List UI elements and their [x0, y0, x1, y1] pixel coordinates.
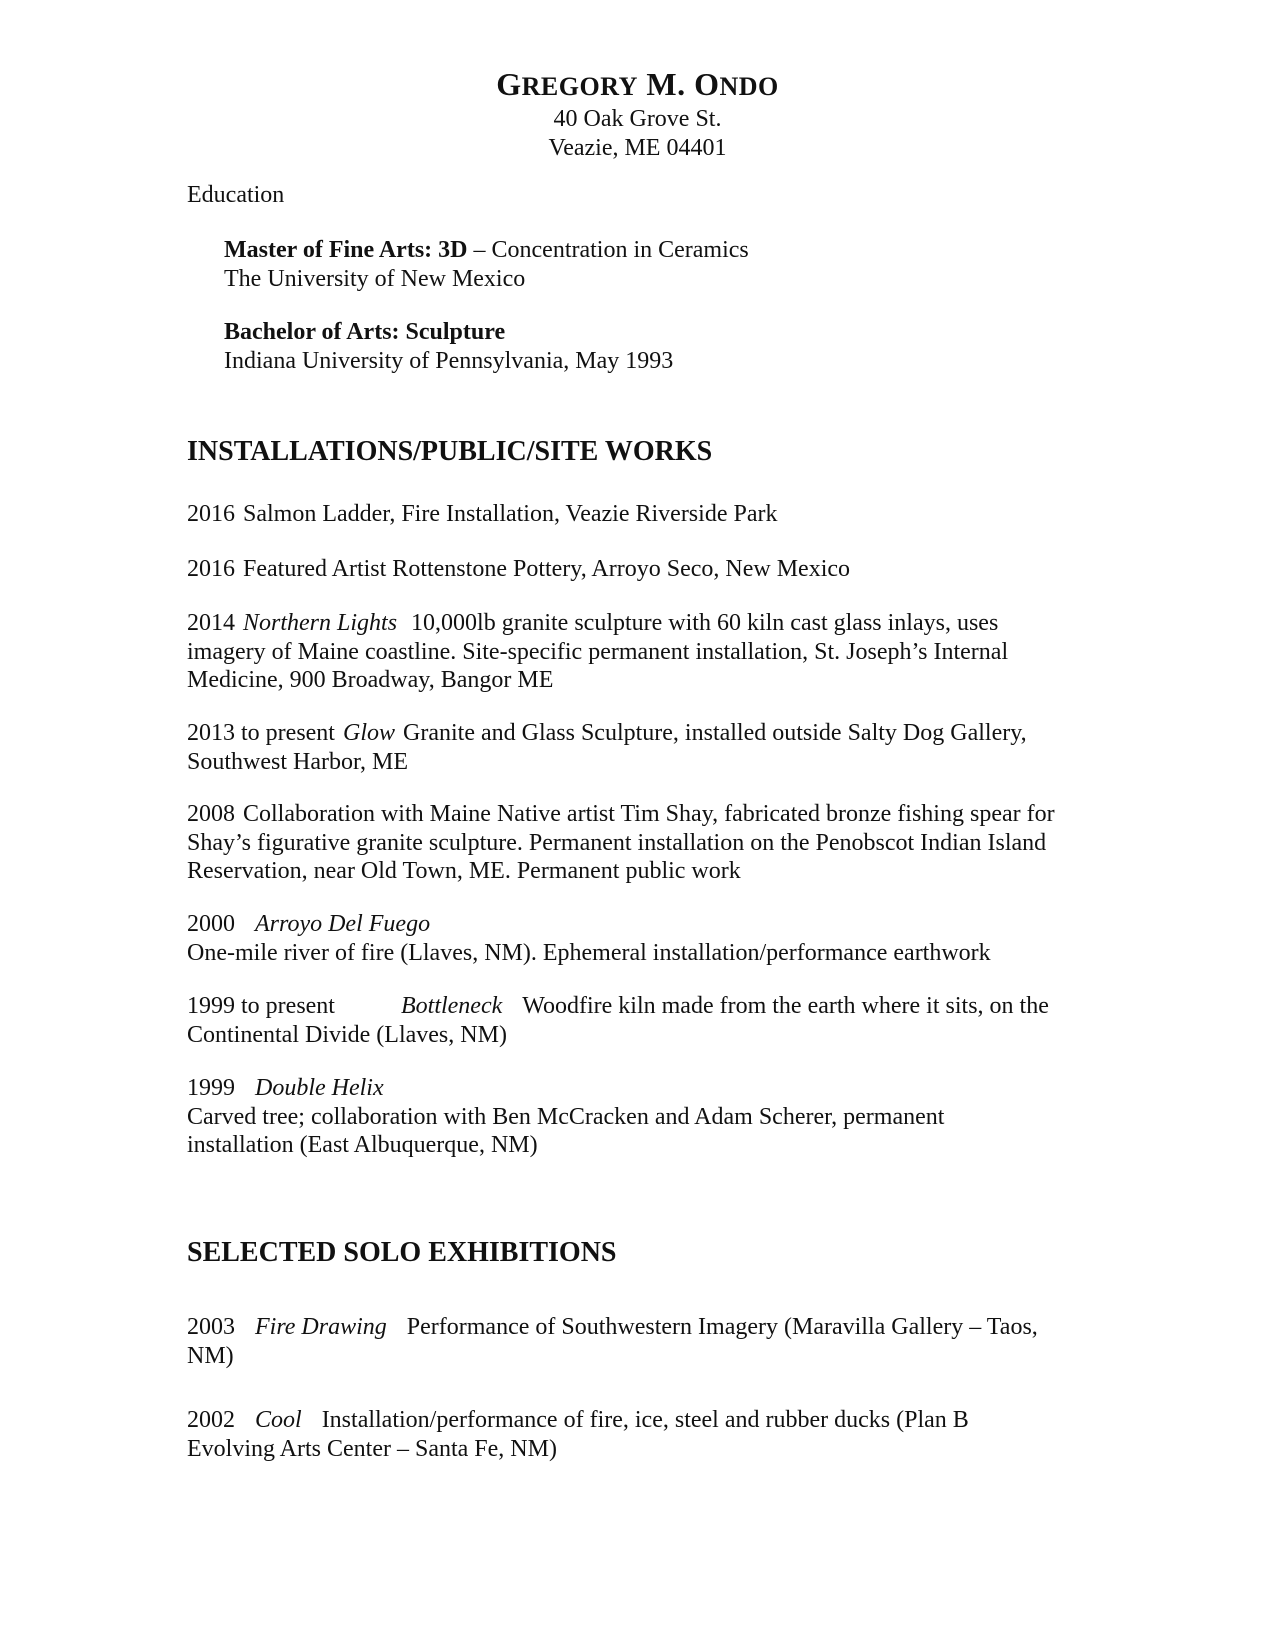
resume-header — [0, 66, 1275, 162]
address-line-1: 40 Oak Grove St. — [553, 106, 722, 132]
entry-text: Woodfire kiln made from the earth where it sits, on the Continental Divide (Llaves, NM) — [187, 993, 1049, 1048]
entry-text: Featured Artist Rottenstone Pottery, Arroyo Seco, New Mexico — [243, 556, 851, 582]
degree-school: The University of New Mexico — [224, 265, 526, 292]
entry-work-title: Cool — [255, 1407, 302, 1433]
entry-work-title: Northern Lights — [243, 610, 398, 636]
installation-entry — [187, 992, 1067, 1049]
installation-entry — [187, 555, 1087, 584]
degree-title: Master of Fine Arts: 3D — [224, 237, 468, 263]
entry-year: 1999 to present — [187, 993, 335, 1019]
installation-entry — [187, 719, 1057, 776]
entry-year: 2014 — [187, 610, 235, 636]
entry-year: 2013 to present — [187, 720, 335, 746]
installation-entry — [187, 910, 1087, 967]
entry-text: Performance of Southwestern Imagery (Maravilla Gallery – Taos, NM) — [187, 1314, 1038, 1369]
installation-entry — [187, 500, 1087, 529]
entry-text: Salmon Ladder, Fire Installation, Veazie Riverside Park — [243, 501, 778, 527]
degree-title: Bachelor of Arts: Sculpture — [224, 319, 506, 345]
entry-work-title: Double Helix — [255, 1075, 384, 1101]
entry-year: 1999 — [187, 1075, 235, 1101]
solo-exhibition-entry — [187, 1406, 1047, 1463]
entry-text: Installation/performance of fire, ice, steel and rubber ducks (Plan B Evolving Arts Center – Santa Fe, NM) — [187, 1407, 969, 1462]
degree-ba — [224, 318, 1124, 375]
author-name: GREGORY M. ONDO — [496, 66, 779, 102]
installation-entry — [187, 800, 1057, 886]
entry-work-title: Glow — [342, 720, 395, 746]
education-label: Education — [187, 182, 285, 208]
entry-text: Collaboration with Maine Native artist Tim Shay, fabricated bronze fishing spear for Shay’s figurative granite sculpture. Permanent installation on the Penobscot Indian Island Reservation, near Old Town, ME. Permanent public work — [187, 801, 1055, 884]
entry-text: Granite and Glass Sculpture, installed outside Salty Dog Gallery, Southwest Harbor, ME — [187, 720, 1027, 775]
entry-text: One-mile river of fire (Llaves, NM). Ephemeral installation/performance earthwork — [187, 939, 991, 966]
installation-entry — [187, 609, 1037, 695]
degree-mfa — [224, 236, 1124, 293]
entry-year: 2000 — [187, 911, 235, 937]
entry-year: 2008 — [187, 801, 235, 827]
installations-heading: INSTALLATIONS/PUBLIC/SITE WORKS — [187, 436, 713, 467]
entry-text: 10,000lb granite sculpture with 60 kiln cast glass inlays, uses imagery of Maine coastline. Site-specific permanent installation, St. Joseph’s Internal Medicine, 900 Broadway, Bangor ME — [187, 610, 1009, 693]
entry-year: 2003 — [187, 1314, 235, 1340]
solo-exhibition-entry — [187, 1313, 1077, 1370]
entry-year: 2016 — [187, 501, 235, 527]
solo-exhibitions-heading: SELECTED SOLO EXHIBITIONS — [187, 1237, 617, 1268]
installation-entry — [187, 1074, 987, 1160]
address-line-2: Veazie, ME 04401 — [548, 134, 727, 161]
entry-year: 2002 — [187, 1407, 235, 1433]
entry-work-title: Arroyo Del Fuego — [255, 911, 431, 937]
entry-text: Carved tree; collaboration with Ben McCracken and Adam Scherer, permanent installation (East Albuquerque, NM) — [187, 1103, 945, 1158]
entry-work-title: Fire Drawing — [255, 1314, 387, 1340]
degree-detail: – Concentration in Ceramics — [467, 237, 749, 263]
entry-year: 2016 — [187, 556, 235, 582]
degree-school: Indiana University of Pennsylvania, May 1993 — [224, 347, 674, 374]
entry-work-title: Bottleneck — [400, 993, 503, 1019]
